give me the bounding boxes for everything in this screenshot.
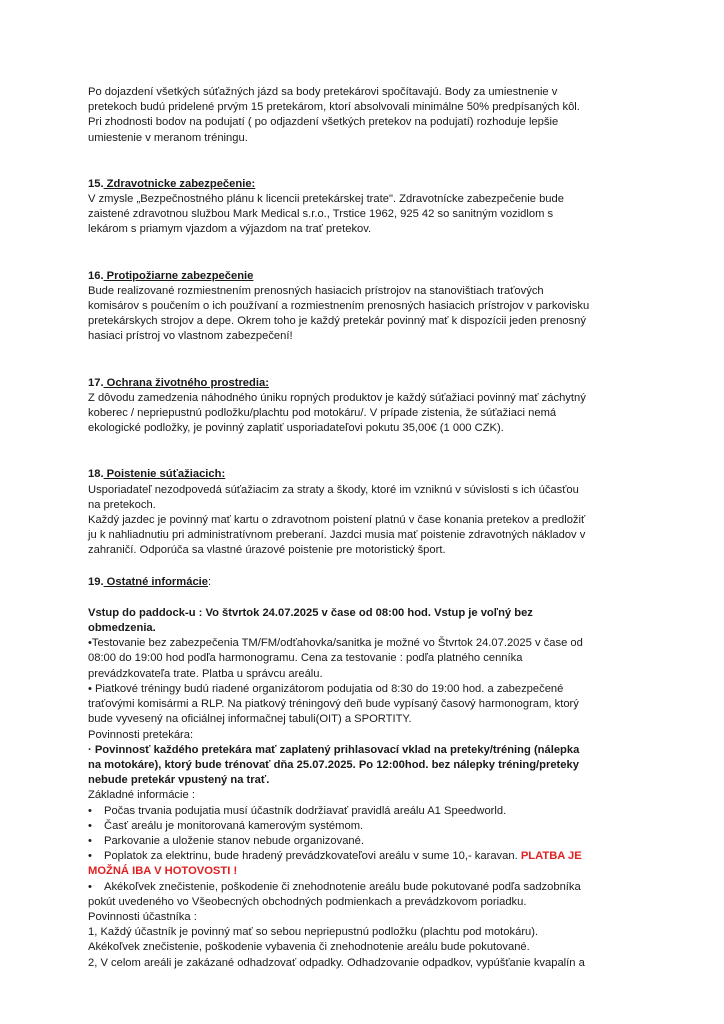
section-heading <box>88 575 648 590</box>
bullet-icon: • <box>88 804 92 817</box>
section-heading <box>88 376 648 391</box>
bullet-icon: • <box>88 850 92 863</box>
text-line: obmedzenia. <box>88 622 156 635</box>
section-title: Ostatné informácie <box>103 575 209 588</box>
section-title: Protipožiarne zabezpečenie <box>103 269 254 282</box>
friday-training <box>88 682 648 728</box>
text-line: Po dojazdení všetkých súťažných jázd sa body pretekárovi spočítavajú. Body za umiestnenie v <box>88 86 558 98</box>
cash-only-warning: PLATBA JE <box>520 850 582 863</box>
section-number: 18. <box>88 468 104 481</box>
text-line: Každý jazdec je povinný mať kartu o zdravotnom poistení platnú v čase konania pretekov a predložiť <box>88 514 586 527</box>
text-line: Akékoľvek znečistenie, poškodenie vybavenia či znehodnotenie areálu bude pokutované. <box>88 941 530 954</box>
basic-info-label: Základné informácie : <box>88 789 195 802</box>
text-line: traťovými komisármi a RLP. Na piatkový tréningový deň bude vypísaný časový harmonogram, ktorý <box>88 698 579 711</box>
text-line: komisárov s poučením o ich používaní a rozmiestnením prenosných hasiacich prístrojov v parkovisku <box>88 300 590 313</box>
section-colon: : <box>208 575 212 588</box>
intro-paragraph <box>88 85 648 146</box>
list-item-text: Akékoľvek znečistenie, poškodenie či znehodnotenie areálu bude pokutované podľa sadzobníka <box>104 880 581 893</box>
list-item-text: Parkovanie a uloženie stanov nebude organizované. <box>104 834 364 847</box>
participant-duties <box>88 925 648 971</box>
list-item-text: Poplatok za elektrinu, bude hradený prevádzkovateľovi areálu v sume 10,- karavan. <box>104 850 521 863</box>
document-page <box>88 85 648 971</box>
bullet-icon: • <box>88 834 92 847</box>
section-15 <box>88 177 648 238</box>
text-line: lekárom s priamym vjazdom a výjazdom na trať pretekov. <box>88 223 372 236</box>
racer-duty-notice <box>88 743 648 789</box>
participant-duties-label: Povinnosti účastníka : <box>88 910 197 923</box>
bullet-icon: • <box>88 880 92 893</box>
section-18 <box>88 467 648 558</box>
text-line: 08:00 do 19:00 hod podľa harmonogramu. Cena za testovanie : podľa platného cenníka <box>88 652 523 665</box>
list-item-text: Počas trvania podujatia musí účastník dodržiavať pravidlá areálu A1 Speedworld. <box>104 804 507 817</box>
text-line: pretekárskych strojov a depe. Okrem toho je každý pretekár povinný mať k dispozícii jeden prenosný <box>88 315 586 328</box>
section-title: Ochrana životného prostredia: <box>103 376 269 389</box>
text-line: pokút uvedeného vo Všeobecných obchodných podmienkach a prevádzkovom poriadku. <box>88 895 527 908</box>
racer-duties-label: Povinnosti pretekára: <box>88 728 194 741</box>
testing-info <box>88 636 648 682</box>
section-19 <box>88 575 648 590</box>
section-number: 16. <box>88 269 104 282</box>
bullet-icon: • <box>88 819 92 832</box>
text-line: Z dôvodu zamedzenia náhodného úniku ropných produktov je každý súťažiaci povinný mať záchytný <box>88 391 586 404</box>
section-number: 19. <box>88 575 104 588</box>
section-heading <box>88 269 648 284</box>
section-heading <box>88 467 648 482</box>
text-line: pretekoch budú pridelené prvým 15 pretekárom, ktorí absolvovali minimálne 50% predpísaných kôl. <box>88 101 580 114</box>
text-line: Pri zhodnosti bodov na podujatí ( po odjazdení všetkých pretekov na podujatí) rozhoduje lepšie <box>88 116 559 129</box>
text-line: 1, Každý účastník je povinný mať so sebou nepriepustnú podložku (plachtu pod motokáru). <box>88 926 539 939</box>
text-line: · Povinnosť každého pretekára mať zaplatený prihlasovací vklad na preteky/tréning (nálepka <box>88 743 580 756</box>
text-line: •Testovanie bez zabezpečenia TM/FM/odťahovka/sanitka je možné vo Štvrtok 24.07.2025 v čase od <box>88 637 583 650</box>
text-line: Vstup do paddock-u : Vo štvrtok 24.07.2025 v čase od 08:00 hod. Vstup je voľný bez <box>88 606 533 619</box>
electricity-fee-item <box>88 849 648 864</box>
section-number: 15. <box>88 177 104 190</box>
section-heading <box>88 177 648 192</box>
cash-only-warning-cont: MOŽNÁ IBA V HOTOVOSTI ! <box>88 865 238 878</box>
paddock-entry <box>88 606 648 636</box>
text-line: hasiaci prístroj vo vlastnom zabezpečení! <box>88 330 293 343</box>
text-line: V zmysle „Bezpečnostného plánu k licencii pretekárskej trate". Zdravotnícke zabezpečenie bude <box>88 193 564 206</box>
section-17 <box>88 376 648 437</box>
text-line: na motokáre), ktorý bude trénovať dňa 25.07.2025. Po 12:00hod. bez nálepky tréning/preteky <box>88 758 579 771</box>
text-line: nebude pretekár vpustený na trať. <box>88 774 270 787</box>
text-line: • Piatkové tréningy budú riadené organizátorom podujatia od 8:30 do 19:00 hod. a zabezpečené <box>88 682 564 695</box>
list-item <box>88 819 648 834</box>
text-line: Bude realizované rozmiestnením prenosných hasiacich prístrojov na stanovištiach traťových <box>88 284 544 297</box>
text-line: na pretekoch. <box>88 498 156 511</box>
text-line: bude vyvesený na oficiálnej informačnej tabuli(OIT) a SPORTITY. <box>88 713 412 726</box>
text-line: ekologické podložky, je povinný zaplatiť usporiadateľovi pokutu 35,00€ (1 000 CZK). <box>88 422 504 435</box>
damage-item <box>88 880 648 895</box>
section-16 <box>88 269 648 345</box>
section-title: Poistenie súťažiacich: <box>103 468 226 481</box>
list-item <box>88 834 648 849</box>
text-line: prevádzkovateľa trate. Platba u správcu areálu. <box>88 667 323 680</box>
text-line: 2, V celom areáli je zakázané odhadzovať odpadky. Odhadzovanie odpadkov, vypúšťanie kvapalín a <box>88 956 585 969</box>
list-item <box>88 804 648 819</box>
list-item-text: Časť areálu je monitorovaná kamerovým systémom. <box>104 819 364 832</box>
text-line: Usporiadateľ nezodpovedá súťažiacim za straty a škody, ktoré im vzniknú v súvislosti s ich účasťou <box>88 483 579 496</box>
text-line: ju k nahliadnutiu pri administratívnom preberaní. Jazdci musia mať poistenie zdravotných nákladov v <box>88 529 586 542</box>
section-number: 17. <box>88 376 104 389</box>
bullet-icon: • <box>88 682 92 695</box>
text-line: koberec / nepriepustnú podložku/plachtu pod motokáru/. V prípade zistenia, že súťažiaci nemá <box>88 407 557 420</box>
text-line: zahraničí. Odporúča sa vlastné úrazové poistenie pre motoristický šport. <box>88 544 446 557</box>
section-title: Zdravotnicke zabezpečenie: <box>103 177 256 190</box>
text-line: umiestenie v meranom tréningu. <box>88 131 248 144</box>
text-line: zaistené zdravotnou službou Mark Medical s.r.o., Trstice 1962, 925 42 so sanitným vozidlom s <box>88 208 554 221</box>
